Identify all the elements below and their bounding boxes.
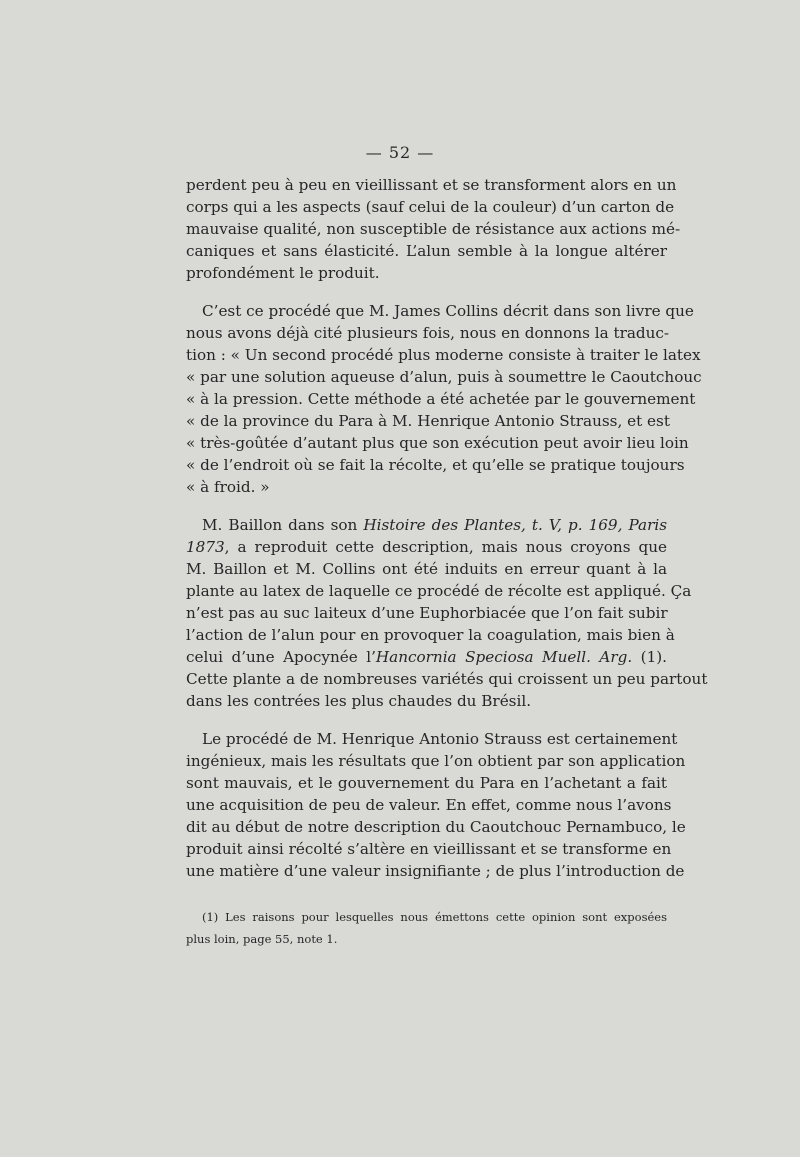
text-line <box>186 816 686 838</box>
italic-text: 1873 <box>186 538 225 556</box>
text-line <box>186 558 667 580</box>
text-span: l’action de l’alun pour en provoquer la coagulation, mais bien à <box>186 626 675 644</box>
text-span: plante au latex de laquelle ce procédé de récolte est appliqué. Ça <box>186 582 692 600</box>
text-span: une matière d’une valeur insignifiante ; de plus l’introduction de <box>186 862 685 880</box>
text-span: « très-goûtée d’autant plus que son exécution peut avoir lieu loin <box>186 434 689 452</box>
text-line <box>186 602 667 624</box>
body-text <box>186 174 708 898</box>
text-line <box>186 240 667 262</box>
text-span: ingénieux, mais les résultats que l’on obtient par son application <box>186 752 686 770</box>
text-span: « à froid. » <box>186 478 270 496</box>
text-line <box>186 300 694 322</box>
text-line <box>186 624 675 646</box>
paragraph <box>186 174 681 284</box>
text-line <box>186 728 678 750</box>
text-span: Le procédé de M. Henrique Antonio Strauss est certainement <box>202 730 678 748</box>
text-span: dit au début de notre description du Caoutchouc Pernambuco, le <box>186 818 686 836</box>
text-span: caniques et sans élasticité. L’alun semble à la longue altérer <box>186 242 667 260</box>
text-line <box>186 580 692 602</box>
footnote-line: plus loin, page 55, note 1. <box>186 932 338 946</box>
footnote <box>186 906 667 950</box>
text-span: C’est ce procédé que M. James Collins décrit dans son livre que <box>202 302 694 320</box>
text-line <box>186 838 672 860</box>
paragraph <box>186 514 708 712</box>
text-line <box>186 772 667 794</box>
text-span: Cette plante a de nombreuses variétés qui croissent un peu partout <box>186 670 708 688</box>
text-span: perdent peu à peu en vieillissant et se transforment alors en un <box>186 176 677 194</box>
text-line <box>186 536 667 558</box>
text-line <box>186 322 670 344</box>
text-line <box>186 410 670 432</box>
page-number: — 52 — <box>365 143 435 162</box>
text-span: « par une solution aqueuse d’alun, puis à soumettre le Caoutchouc <box>186 368 702 386</box>
text-line <box>186 750 686 772</box>
text-span: nous avons déjà cité plusieurs fois, nous en donnons la traduc- <box>186 324 670 342</box>
text-span: celui d’une Apocynée l’ <box>186 648 376 666</box>
text-span: corps qui a les aspects (sauf celui de la couleur) d’un carton de <box>186 198 675 216</box>
paragraph <box>186 300 702 498</box>
text-line <box>186 454 685 476</box>
text-line <box>186 860 685 882</box>
text-line <box>186 388 696 410</box>
footnote-line: (1) Les raisons pour lesquelles nous émettons cette opinion sont exposées <box>202 910 667 924</box>
text-span: « de l’endroit où se fait la récolte, et qu’elle se pratique toujours <box>186 456 685 474</box>
text-line <box>186 690 667 712</box>
text-line <box>186 262 667 284</box>
text-line <box>186 476 667 498</box>
text-span: produit ainsi récolté s’altère en vieillissant et se transforme en <box>186 840 672 858</box>
text-span: profondément le produit. <box>186 264 380 282</box>
text-span: tion : « Un second procédé plus moderne consiste à traiter le latex <box>186 346 701 364</box>
text-span: « à la pression. Cette méthode a été achetée par le gouvernement <box>186 390 696 408</box>
text-line <box>186 196 675 218</box>
text-span: une acquisition de peu de valeur. En effet, comme nous l’avons <box>186 796 672 814</box>
text-span: M. Baillon dans son <box>202 516 364 534</box>
text-span: sont mauvais, et le gouvernement du Para en l’achetant a fait <box>186 774 667 792</box>
text-line <box>186 514 667 536</box>
text-span: M. Baillon et M. Collins ont été induits en erreur quant à la <box>186 560 667 578</box>
text-line <box>186 646 667 668</box>
text-span: (1). <box>632 648 668 666</box>
text-span: dans les contrées les plus chaudes du Brésil. <box>186 692 532 710</box>
text-span: , a reproduit cette description, mais nous croyons que <box>224 538 667 556</box>
text-span: « de la province du Para à M. Henrique Antonio Strauss, et est <box>186 412 670 430</box>
italic-text: Histoire des Plantes, t. V, p. 169, <box>363 516 623 534</box>
text-line <box>186 668 708 690</box>
text-line <box>186 218 681 240</box>
text-line <box>186 174 677 196</box>
italic-text: Hancornia Speciosa Muell. Arg. <box>375 648 633 666</box>
text-line <box>186 366 702 388</box>
text-span: n’est pas au suc laiteux d’une Euphorbiacée que l’on fait subir <box>186 604 668 622</box>
text-line <box>186 794 672 816</box>
text-line <box>186 432 689 454</box>
text-span: mauvaise qualité, non susceptible de résistance aux actions mé- <box>186 220 681 238</box>
italic-text: Paris <box>628 516 667 534</box>
paragraph <box>186 728 686 882</box>
text-line <box>186 344 701 366</box>
